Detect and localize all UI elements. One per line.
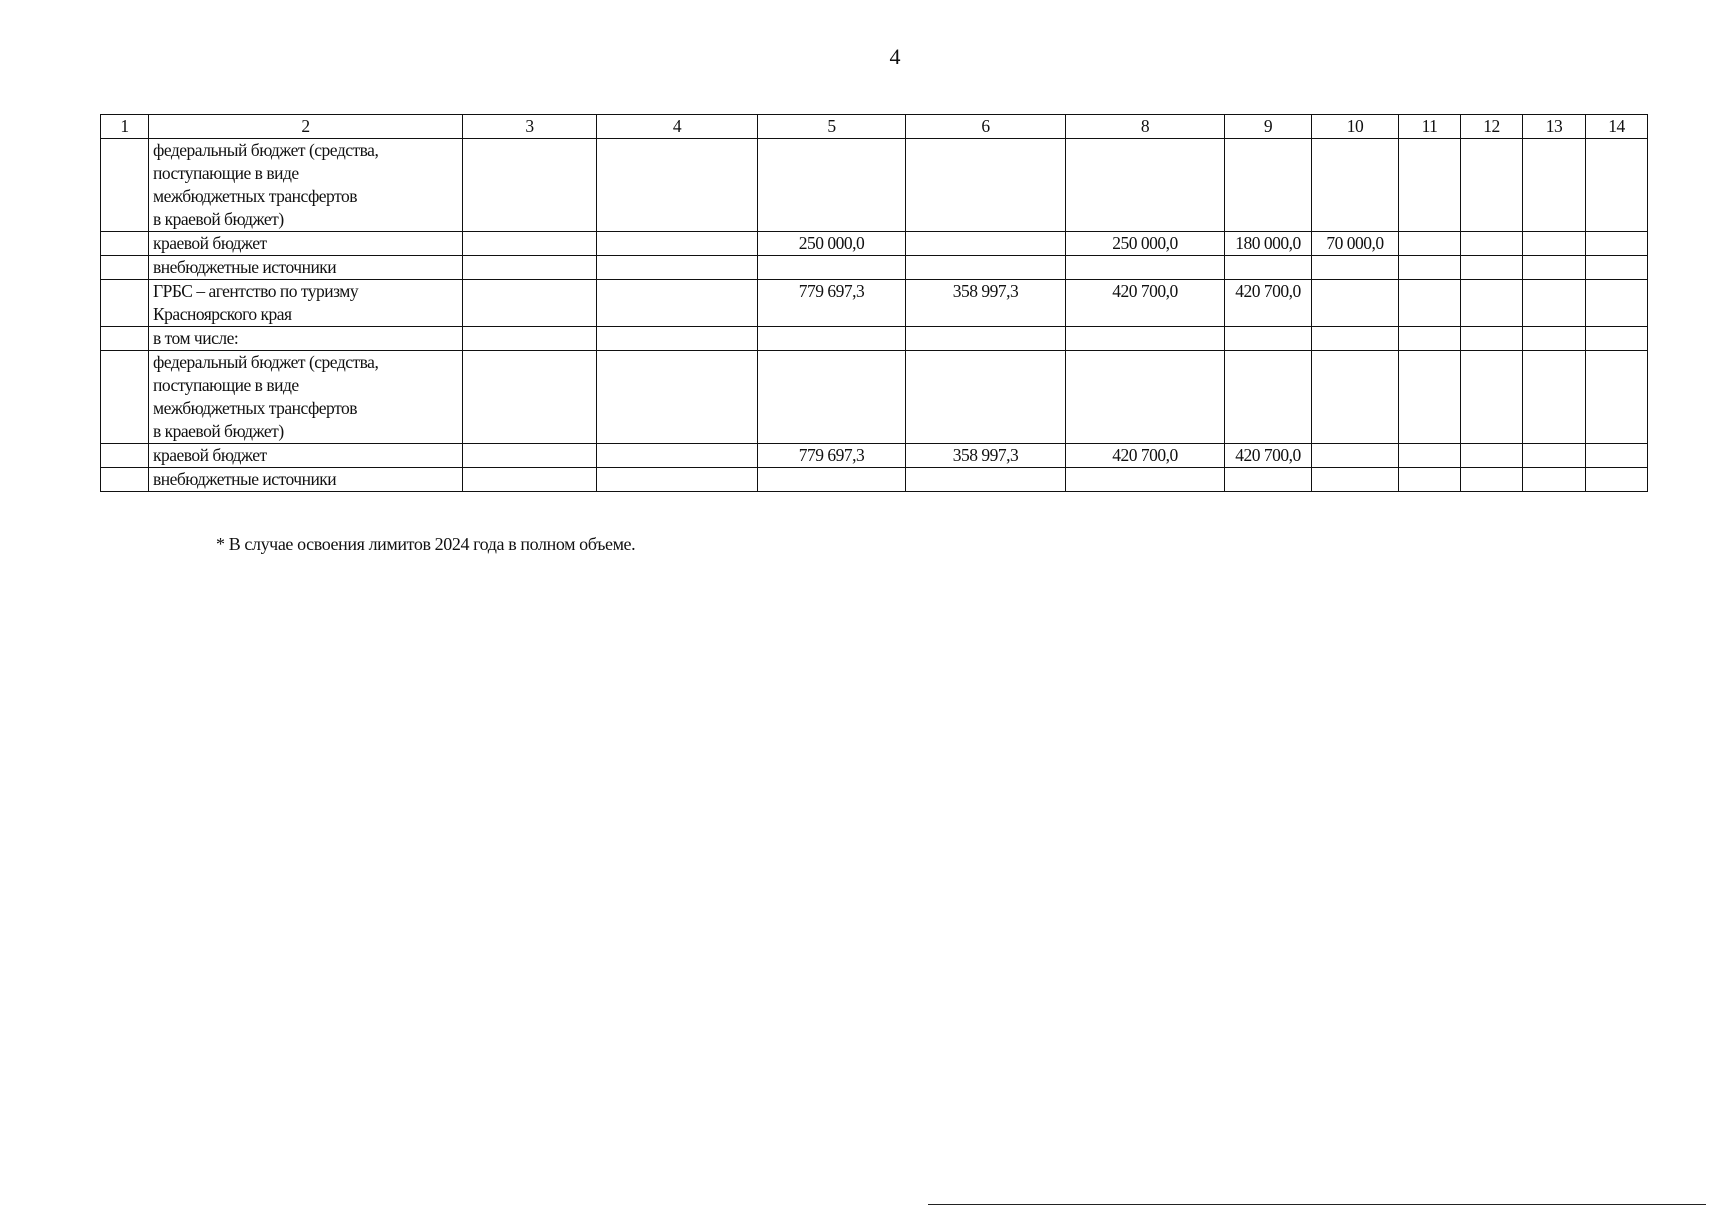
column-header: 14 xyxy=(1586,115,1648,139)
table-cell xyxy=(1461,444,1523,468)
table-cell xyxy=(1461,327,1523,351)
table-cell xyxy=(1461,139,1523,232)
table-cell xyxy=(1225,351,1312,444)
table-cell xyxy=(1523,444,1586,468)
table-cell xyxy=(1312,468,1399,492)
table-row xyxy=(101,280,1648,327)
table-cell xyxy=(1523,280,1586,327)
table-cell xyxy=(463,351,597,444)
table-cell xyxy=(1312,280,1399,327)
table-cell xyxy=(906,232,1066,256)
table-row xyxy=(101,351,1648,444)
table-cell xyxy=(1586,256,1648,280)
table-row xyxy=(101,327,1648,351)
table-cell xyxy=(101,139,149,232)
table-cell xyxy=(1399,351,1461,444)
table-cell xyxy=(597,468,758,492)
table-row xyxy=(101,468,1648,492)
table-cell xyxy=(463,280,597,327)
table-cell xyxy=(1066,256,1225,280)
table-cell xyxy=(906,351,1066,444)
table-cell xyxy=(758,468,906,492)
table-cell xyxy=(1523,139,1586,232)
table-cell xyxy=(1312,444,1399,468)
table-cell xyxy=(1399,468,1461,492)
column-header: 2 xyxy=(149,115,463,139)
table-cell xyxy=(1523,468,1586,492)
table-cell xyxy=(1461,232,1523,256)
table-row xyxy=(101,139,1648,232)
table-cell xyxy=(1586,232,1648,256)
column-header: 12 xyxy=(1461,115,1523,139)
table-cell xyxy=(1523,327,1586,351)
row-label: краевой бюджет xyxy=(149,232,463,256)
table-cell xyxy=(1225,256,1312,280)
table-cell xyxy=(1399,232,1461,256)
table-cell: 420 700,0 xyxy=(1066,280,1225,327)
table-cell xyxy=(1461,468,1523,492)
table-cell xyxy=(597,232,758,256)
table-cell xyxy=(463,327,597,351)
table-cell xyxy=(1312,139,1399,232)
column-header: 3 xyxy=(463,115,597,139)
table-cell xyxy=(1066,351,1225,444)
row-label: внебюджетные источники xyxy=(149,256,463,280)
table-cell xyxy=(101,327,149,351)
table-cell xyxy=(1586,327,1648,351)
table-cell xyxy=(1461,256,1523,280)
row-label: ГРБС – агентство по туризму Красноярского края xyxy=(149,280,463,327)
table-cell: 250 000,0 xyxy=(1066,232,1225,256)
table-row xyxy=(101,232,1648,256)
table-cell xyxy=(1225,139,1312,232)
table-cell xyxy=(101,468,149,492)
table-cell xyxy=(906,327,1066,351)
table-cell xyxy=(758,256,906,280)
table-cell xyxy=(1312,327,1399,351)
column-header: 10 xyxy=(1312,115,1399,139)
budget-table xyxy=(100,114,1648,492)
column-header: 13 xyxy=(1523,115,1586,139)
table-cell: 779 697,3 xyxy=(758,280,906,327)
row-label: федеральный бюджет (средства, поступающие в виде межбюджетных трансфертов в краевой бюджет) xyxy=(149,139,463,232)
table-cell xyxy=(1312,351,1399,444)
row-label: федеральный бюджет (средства, поступающие в виде межбюджетных трансфертов в краевой бюджет) xyxy=(149,351,463,444)
table-cell xyxy=(1586,139,1648,232)
table-cell xyxy=(1586,444,1648,468)
table-cell xyxy=(1225,327,1312,351)
table-cell xyxy=(463,256,597,280)
table-cell: 358 997,3 xyxy=(906,280,1066,327)
footnote: * В случае освоения лимитов 2024 года в полном объеме. xyxy=(216,534,636,554)
table-cell xyxy=(1399,444,1461,468)
column-header: 6 xyxy=(906,115,1066,139)
table-cell xyxy=(597,351,758,444)
table-cell xyxy=(1066,139,1225,232)
table-cell: 70 000,0 xyxy=(1312,232,1399,256)
table-cell: 779 697,3 xyxy=(758,444,906,468)
table-cell xyxy=(1461,280,1523,327)
table-cell xyxy=(463,444,597,468)
table-cell xyxy=(1225,468,1312,492)
table-cell xyxy=(1523,351,1586,444)
column-header: 9 xyxy=(1225,115,1312,139)
table-cell xyxy=(101,280,149,327)
table-cell xyxy=(1399,256,1461,280)
table-cell xyxy=(906,256,1066,280)
table-cell xyxy=(1586,468,1648,492)
table-cell xyxy=(906,139,1066,232)
table-cell xyxy=(1523,256,1586,280)
table-cell: 420 700,0 xyxy=(1225,444,1312,468)
row-label: в том числе: xyxy=(149,327,463,351)
table-cell xyxy=(101,256,149,280)
column-header: 8 xyxy=(1066,115,1225,139)
table-cell xyxy=(1586,351,1648,444)
table-cell xyxy=(101,232,149,256)
column-header: 11 xyxy=(1399,115,1461,139)
table-cell xyxy=(463,468,597,492)
table-cell: 358 997,3 xyxy=(906,444,1066,468)
table-cell xyxy=(1461,351,1523,444)
table-cell xyxy=(597,327,758,351)
table-header-row xyxy=(101,115,1648,139)
table-cell xyxy=(597,280,758,327)
table-cell xyxy=(758,351,906,444)
table-cell xyxy=(597,444,758,468)
column-header: 5 xyxy=(758,115,906,139)
table-cell xyxy=(463,139,597,232)
table-cell: 250 000,0 xyxy=(758,232,906,256)
table-cell xyxy=(1066,468,1225,492)
table-cell xyxy=(1586,280,1648,327)
table-cell xyxy=(597,256,758,280)
table-cell: 420 700,0 xyxy=(1066,444,1225,468)
table-cell xyxy=(1399,139,1461,232)
table-cell xyxy=(597,139,758,232)
table-cell xyxy=(1523,232,1586,256)
table-cell: 420 700,0 xyxy=(1225,280,1312,327)
table-cell xyxy=(1399,280,1461,327)
table-cell xyxy=(758,139,906,232)
table-cell xyxy=(101,444,149,468)
table-cell xyxy=(463,232,597,256)
table-cell xyxy=(101,351,149,444)
table-row xyxy=(101,444,1648,468)
table-cell xyxy=(1312,256,1399,280)
table-cell xyxy=(906,468,1066,492)
table-cell xyxy=(758,327,906,351)
row-label: внебюджетные источники xyxy=(149,468,463,492)
table-cell: 180 000,0 xyxy=(1225,232,1312,256)
table-cell xyxy=(1066,327,1225,351)
table-cell xyxy=(1399,327,1461,351)
column-header: 1 xyxy=(101,115,149,139)
page-number: 4 xyxy=(889,44,901,69)
row-label: краевой бюджет xyxy=(149,444,463,468)
table-row xyxy=(101,256,1648,280)
column-header: 4 xyxy=(597,115,758,139)
